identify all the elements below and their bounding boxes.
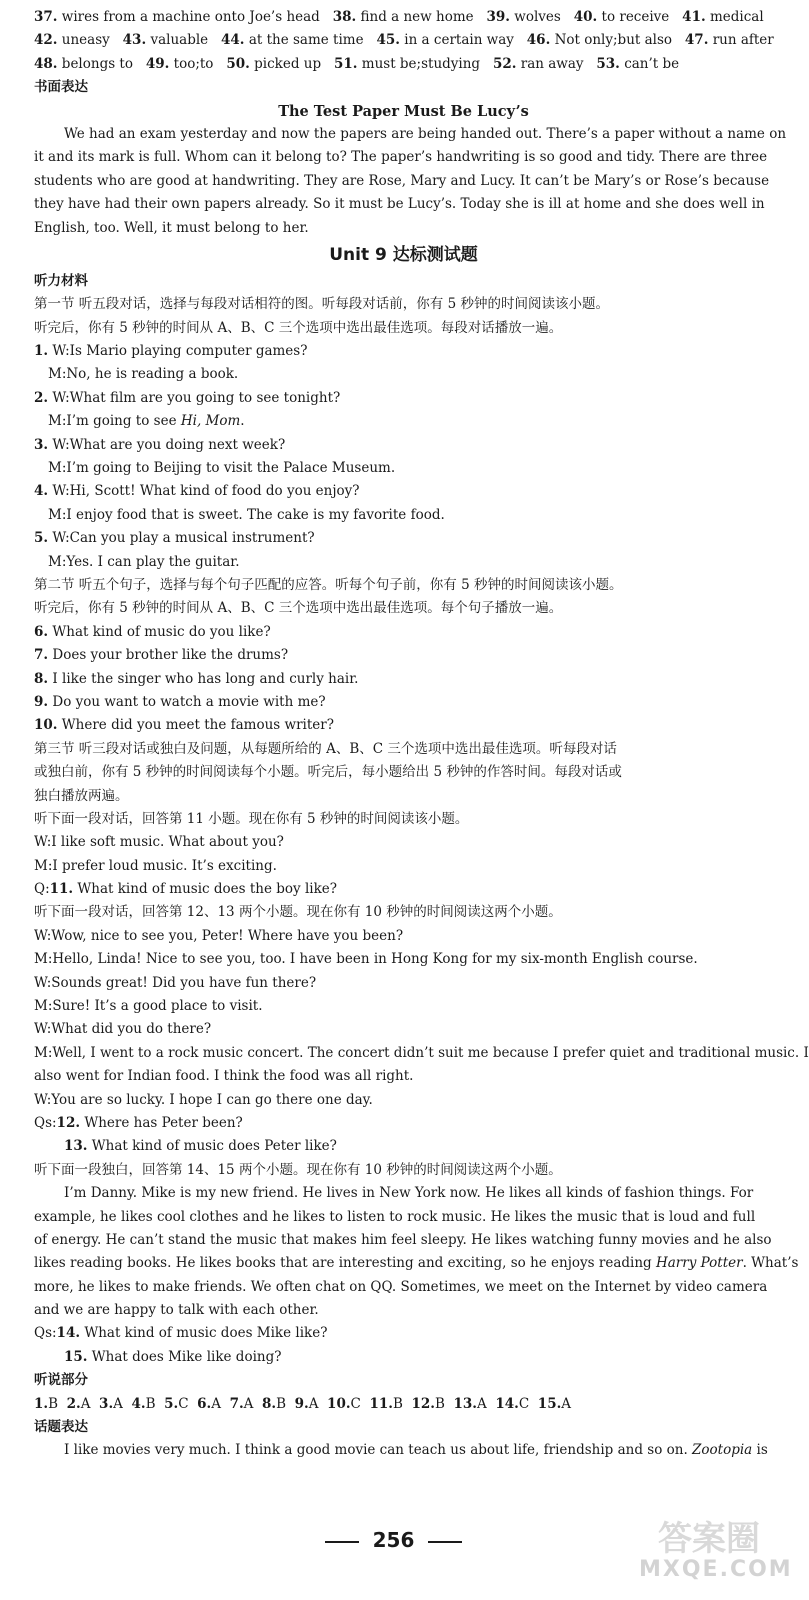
dialog-line: M:I’m going to see Hi, Mom. bbox=[48, 413, 245, 430]
question-line: 15. What does Mike like doing? bbox=[64, 1348, 282, 1365]
dialog-line: W:Wow, nice to see you, Peter! Where have you been? bbox=[34, 927, 404, 944]
dialog-list bbox=[34, 340, 773, 574]
answer-item: 45. in a certain way bbox=[376, 32, 514, 49]
dialog-list bbox=[34, 925, 809, 1112]
essay-line: We had an exam yesterday and now the papers are being handed out. There’s a paper without a name on bbox=[64, 125, 787, 142]
dialog-line: 4. W:Hi, Scott! What kind of food do you enjoy? bbox=[34, 483, 360, 500]
unit-title: Unit 9 达标测试题 bbox=[329, 244, 478, 265]
essay-line: they have had their own papers already. So it must be Lucy’s. Today she is ill at home and she does well in bbox=[34, 196, 765, 213]
section-instructions: 听完后，你有 5 秒钟的时间从 A、B、C 三个选项中选出最佳选项。每段对话播放一遍。 bbox=[34, 319, 563, 336]
answer-item: 4.B bbox=[131, 1395, 156, 1412]
question-line: Qs:14. What kind of music does Mike like? bbox=[34, 1325, 328, 1342]
dialog-line: 2. W:What film are you going to see tonight? bbox=[34, 389, 341, 406]
section-instructions: 第一节 听五段对话，选择与每段对话相符的图。听每段对话前，你有 5 秒钟的时间阅读该小题。 bbox=[34, 296, 609, 313]
listening-answers-heading: 听说部分 bbox=[34, 1372, 88, 1389]
section-instructions: 独白播放两遍。 bbox=[34, 787, 129, 804]
dialog-line: M:Hello, Linda! Nice to see you, too. I have been in Hong Kong for my six-month English course. bbox=[34, 951, 698, 968]
dialog-line: M:I enjoy food that is sweet. The cake is my favorite food. bbox=[48, 506, 445, 523]
essay-line: English, too. Well, it must belong to her. bbox=[34, 219, 309, 236]
dialog-line: M:I prefer loud music. It’s exciting. bbox=[34, 857, 277, 874]
sentence-line: 9. Do you want to watch a movie with me? bbox=[34, 693, 326, 710]
answer-item: 14.C bbox=[495, 1395, 530, 1412]
dialog-line: M:Yes. I can play the guitar. bbox=[48, 553, 240, 570]
answer-item: 44. at the same time bbox=[221, 32, 364, 49]
monologue-line: more, he likes to make friends. We often chat on QQ. Sometimes, we meet on the Internet by video camera bbox=[34, 1278, 768, 1295]
monologue-line: and we are happy to talk with each other. bbox=[34, 1302, 319, 1319]
answer-item: 52. ran away bbox=[492, 55, 584, 72]
answer-item: 41. medical bbox=[682, 9, 764, 25]
section-instructions: 第三节 听三段对话或独白及问题，从每题所给的 A、B、C 三个选项中选出最佳选项。听每段对话 bbox=[34, 740, 617, 757]
essay-line: it and its mark is full. Whom can it belong to? The paper’s handwriting is so good and tidy. There are three bbox=[34, 149, 768, 166]
answer-item: 3.A bbox=[99, 1395, 123, 1412]
dialog-line: 1. W:Is Mario playing computer games? bbox=[34, 343, 308, 360]
watermark-logo bbox=[639, 1519, 793, 1592]
monologue-line: I’m Danny. Mike is my new friend. He lives in New York now. He likes all kinds of fashion things. For bbox=[64, 1185, 754, 1202]
dialog-line: also went for Indian food. I think the food was all right. bbox=[34, 1068, 414, 1085]
answer-item: 47. run after bbox=[684, 32, 774, 49]
essay-body bbox=[34, 123, 787, 240]
essay-title: The Test Paper Must Be Lucy’s bbox=[278, 102, 529, 120]
question-line: Qs:12. Where has Peter been? bbox=[34, 1114, 243, 1131]
part-intro: 听下面一段独白，回答第 14、15 两个小题。现在你有 10 秒钟的时间阅读这两个小题。 bbox=[34, 1161, 562, 1178]
page-number-dash bbox=[428, 1541, 462, 1543]
page-number-dash bbox=[325, 1541, 359, 1543]
answer-item: 50. picked up bbox=[226, 55, 322, 72]
answer-item: 12.B bbox=[411, 1395, 445, 1412]
answer-item: 38. find a new home bbox=[332, 9, 474, 25]
answer-item: 13.A bbox=[453, 1395, 487, 1412]
answer-item: 8.B bbox=[262, 1395, 287, 1412]
sentence-line: 8. I like the singer who has long and curly hair. bbox=[34, 670, 359, 687]
answer-item: 37. wires from a machine onto Joe’s head bbox=[34, 9, 320, 25]
sentence-line: 7. Does your brother like the drums? bbox=[34, 647, 289, 664]
dialog-line: W:You are so lucky. I hope I can go there one day. bbox=[34, 1091, 373, 1108]
answer-item: 6.A bbox=[197, 1395, 221, 1412]
answer-item: 53. can’t be bbox=[596, 55, 680, 72]
answer-list-top bbox=[34, 6, 773, 76]
answer-item: 43. valuable bbox=[122, 32, 209, 49]
dialog-line: M:I’m going to Beijing to visit the Palace Museum. bbox=[48, 460, 396, 477]
answer-item: 1.B bbox=[34, 1395, 59, 1412]
answer-item: 49. too;to bbox=[145, 55, 214, 72]
sentence-list bbox=[34, 621, 773, 738]
listening-answers bbox=[34, 1393, 773, 1416]
essay-line: students who are good at handwriting. They are Rose, Mary and Lucy. It can’t be Mary’s or Rose’s because bbox=[34, 172, 770, 189]
dialog-line: W:I like soft music. What about you? bbox=[34, 834, 284, 851]
answer-row bbox=[34, 29, 773, 52]
topic-line: I like movies very much. I think a good movie can teach us about life, friendship and so on. Zootopia is bbox=[64, 1442, 768, 1459]
answer-item: 39. wolves bbox=[486, 9, 561, 25]
dialog-line: M:Well, I went to a rock music concert. The concert didn’t suit me because I prefer quiet and traditional music. I bbox=[34, 1044, 809, 1061]
answer-item: 7.A bbox=[229, 1395, 254, 1412]
sentence-line: 6. What kind of music do you like? bbox=[34, 623, 271, 640]
monologue-line: likes reading books. He likes books that are interesting and exciting, so he enjoys reading Harry Potter. What’s bbox=[34, 1255, 799, 1272]
dialog-line: W:Sounds great! Did you have fun there? bbox=[34, 974, 317, 991]
part-intro: 听下面一段对话，回答第 11 小题。现在你有 5 秒钟的时间阅读该小题。 bbox=[34, 810, 469, 827]
answer-item: 40. to receive bbox=[573, 9, 670, 25]
topic-heading: 话题表达 bbox=[34, 1419, 88, 1436]
section-instructions: 第二节 听五个句子，选择与每个句子匹配的应答。听每个句子前，你有 5 秒钟的时间阅读该小题。 bbox=[34, 576, 623, 593]
watermark-url: MXQE.COM bbox=[639, 1557, 793, 1582]
dialog-line: W:What did you do there? bbox=[34, 1021, 212, 1038]
answer-item: 11.B bbox=[369, 1395, 403, 1412]
dialog-line: M:No, he is reading a book. bbox=[48, 366, 239, 383]
dialog-line: M:Sure! It’s a good place to visit. bbox=[34, 998, 263, 1015]
dialog-line: 3. W:What are you doing next week? bbox=[34, 436, 286, 453]
watermark-text: 答案圈 bbox=[658, 1519, 760, 1559]
writing-heading: 书面表达 bbox=[34, 79, 88, 96]
part-intro: 听下面一段对话，回答第 12、13 两个小题。现在你有 10 秒钟的时间阅读这两个小题。 bbox=[34, 904, 562, 921]
monologue bbox=[34, 1182, 799, 1322]
answer-item: 48. belongs to bbox=[34, 55, 133, 72]
answer-item: 5.C bbox=[164, 1395, 189, 1412]
answer-item: 15.A bbox=[537, 1395, 572, 1412]
monologue-line: of energy. He can’t stand the music that makes him feel sleepy. He likes watching funny movies and he also bbox=[34, 1231, 772, 1248]
section-instructions: 或独白前，你有 5 秒钟的时间阅读每个小题。听完后，每小题给出 5 秒钟的作答时间。每段对话或 bbox=[34, 764, 622, 781]
page-number: 256 bbox=[0, 1528, 787, 1552]
answer-item: 42. uneasy bbox=[34, 32, 110, 49]
section-instructions: 听完后，你有 5 秒钟的时间从 A、B、C 三个选项中选出最佳选项。每个句子播放一遍。 bbox=[34, 600, 563, 617]
answer-item: 9.A bbox=[294, 1395, 319, 1412]
dialog-line: 5. W:Can you play a musical instrument? bbox=[34, 530, 315, 547]
answer-item: 46. Not only;but also bbox=[526, 32, 673, 49]
question-line: Q:11. What kind of music does the boy like? bbox=[34, 881, 337, 898]
answer-row bbox=[34, 53, 773, 76]
answer-item: 10.C bbox=[327, 1395, 361, 1412]
sentence-line: 10. Where did you meet the famous writer? bbox=[34, 717, 334, 734]
monologue-line: example, he likes cool clothes and he likes to listen to rock music. He likes the music that is loud and full bbox=[34, 1208, 756, 1225]
question-line: 13. What kind of music does Peter like? bbox=[64, 1138, 337, 1155]
answer-row bbox=[34, 6, 773, 29]
answer-item: 2.A bbox=[66, 1395, 91, 1412]
listening-heading: 听力材料 bbox=[34, 272, 88, 289]
answer-item: 51. must be;studying bbox=[333, 55, 481, 72]
